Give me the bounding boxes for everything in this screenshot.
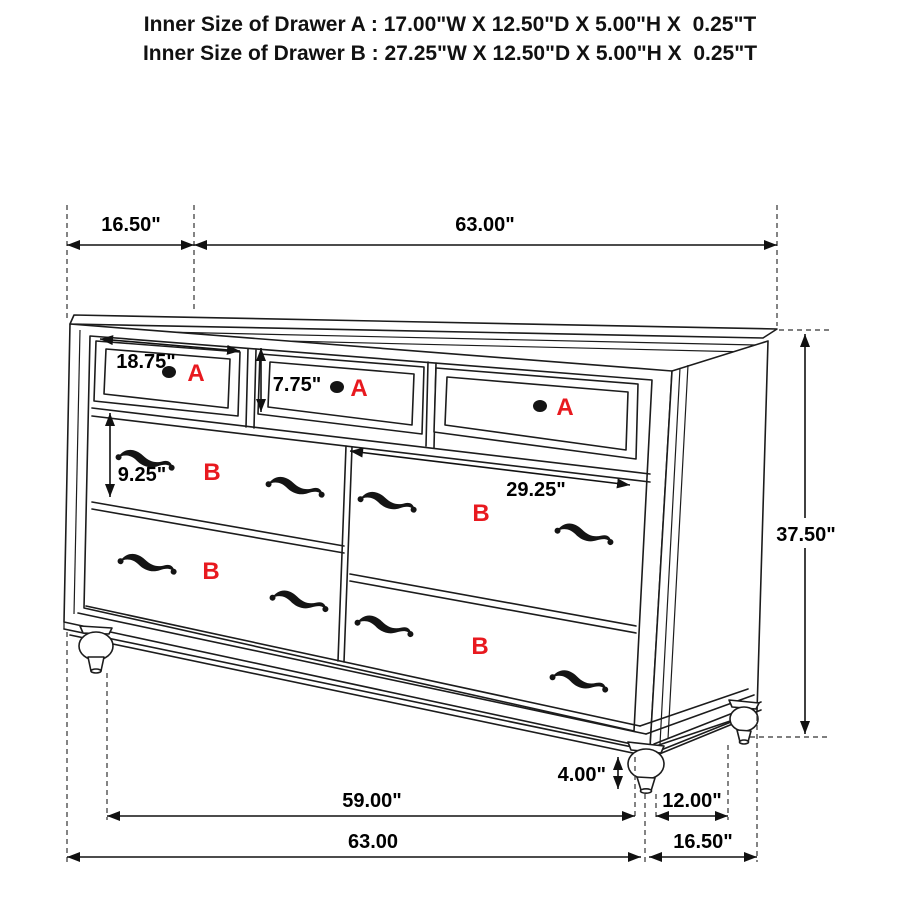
dim-overall-height (766, 334, 846, 734)
dim-top-width (194, 214, 777, 245)
knob-icon (533, 400, 547, 412)
dim-side-leg-span (656, 790, 728, 816)
title-line-drawer-b: Inner Size of Drawer B : 27.25"W X 12.50"D X 5.00"H X 0.25"T (142, 42, 758, 65)
dim-side-leg-span-value: 12.00" (662, 790, 722, 812)
drawer-a3-label: A (556, 394, 574, 421)
dim-drawer-a-width-value: 18.75" (116, 351, 176, 373)
drawer-a2-label: A (350, 375, 368, 402)
drawer-b2-label: B (472, 500, 490, 527)
dim-overall-height-value: 37.50" (776, 524, 836, 546)
dim-drawer-b-width-value: 29.25" (506, 479, 566, 501)
dim-front-leg-span (107, 790, 635, 816)
dim-leg-height (558, 757, 618, 789)
drawer-b1-label: B (203, 459, 221, 486)
drawer-b3-label: B (202, 558, 220, 585)
dim-front-leg-span-value: 59.00" (342, 790, 402, 812)
title-line-drawer-a: Inner Size of Drawer A : 17.00"W X 12.50"D X 5.00"H X 0.25"T (143, 13, 757, 36)
dim-bottom-depth (649, 831, 757, 857)
dim-bottom-width-value: 63.00 (347, 831, 399, 853)
knob-icon (330, 381, 344, 393)
dim-top-width-value: 63.00" (455, 214, 515, 236)
dim-top-depth-value: 16.50" (101, 214, 161, 236)
front-left-leg (79, 626, 113, 673)
dresser-body (64, 315, 777, 793)
drawer-a1-label: A (187, 360, 205, 387)
dim-bottom-width (67, 831, 641, 857)
dim-drawer-b-height-value: 9.25" (117, 464, 167, 486)
dim-leg-height-value: 4.00" (557, 764, 606, 786)
dim-bottom-depth-value: 16.50" (673, 831, 733, 853)
dim-drawer-a-height-value: 7.75" (272, 374, 322, 396)
dim-top-depth (67, 214, 194, 245)
drawer-b4-label: B (471, 633, 489, 660)
front-right-leg (628, 742, 664, 793)
